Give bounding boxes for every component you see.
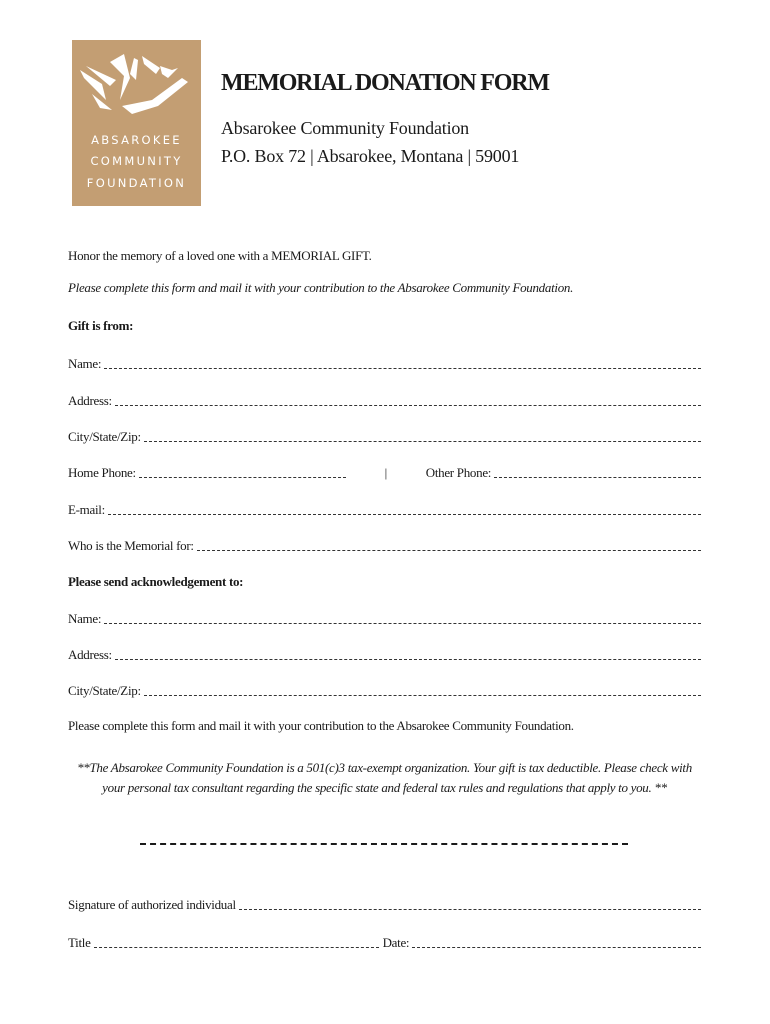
ack-address-label: Address: bbox=[68, 647, 112, 662]
donor-city-field[interactable] bbox=[68, 429, 701, 445]
signature-line[interactable] bbox=[239, 909, 701, 910]
signature-field[interactable] bbox=[68, 897, 701, 913]
memorial-for-label: Who is the Memorial for: bbox=[68, 538, 194, 553]
ack-address-line[interactable] bbox=[115, 659, 701, 660]
ack-city-label: City/State/Zip: bbox=[68, 683, 141, 698]
donor-address-line[interactable] bbox=[115, 405, 701, 406]
donor-address-field[interactable] bbox=[68, 393, 701, 409]
donor-address-label: Address: bbox=[68, 393, 112, 408]
donor-email-label: E-mail: bbox=[68, 502, 105, 517]
ack-name-label: Name: bbox=[68, 611, 102, 626]
donor-name-line[interactable] bbox=[104, 368, 701, 369]
donor-name-label: Name: bbox=[68, 356, 102, 371]
home-phone-line[interactable] bbox=[139, 477, 346, 478]
ack-address-field[interactable] bbox=[68, 647, 701, 663]
date-line[interactable] bbox=[412, 947, 701, 948]
ack-name-line[interactable] bbox=[104, 623, 701, 624]
ack-city-field[interactable] bbox=[68, 683, 701, 699]
title-date-row bbox=[68, 935, 701, 951]
closing-instruction: Please complete this form and mail it with your contribution to the Absarokee Community Foundation. bbox=[68, 718, 574, 733]
title-line[interactable] bbox=[94, 947, 379, 948]
org-address: P.O. Box 72 | Absarokee, Montana | 59001 bbox=[221, 146, 520, 166]
donor-email-line[interactable] bbox=[108, 514, 701, 515]
donor-phone-row bbox=[68, 465, 701, 481]
donor-city-line[interactable] bbox=[144, 441, 701, 442]
org-name: Absarokee Community Foundation bbox=[221, 118, 469, 138]
title-label: Title bbox=[68, 935, 91, 950]
form-title: MEMORIAL DONATION FORM bbox=[221, 70, 549, 96]
foundation-logo bbox=[72, 40, 201, 206]
gift-from-heading: Gift is from: bbox=[68, 318, 134, 333]
donor-name-field[interactable] bbox=[68, 356, 701, 372]
donor-email-field[interactable] bbox=[68, 502, 701, 518]
ack-heading: Please send acknowledgement to: bbox=[68, 574, 244, 589]
tax-note: **The Absarokee Community Foundation is a 501(c)3 tax-exempt organization. Your gift is tax deductible. Please check with your personal tax consultant regarding the specific state and federal tax rules and regulations that apply to you. ** bbox=[77, 760, 692, 795]
logo-text-line2: COMMUNITY bbox=[90, 154, 183, 168]
phone-separator: | bbox=[384, 465, 387, 480]
ack-name-field[interactable] bbox=[68, 611, 701, 627]
other-phone-line[interactable] bbox=[494, 477, 701, 478]
date-label: Date: bbox=[382, 935, 410, 950]
donor-city-label: City/State/Zip: bbox=[68, 429, 141, 444]
intro-line: Honor the memory of a loved one with a MEMORIAL GIFT. bbox=[68, 248, 372, 263]
ack-city-line[interactable] bbox=[144, 695, 701, 696]
memorial-for-field[interactable] bbox=[68, 538, 701, 554]
signature-label: Signature of authorized individual bbox=[68, 897, 236, 912]
other-phone-label: Other Phone: bbox=[425, 465, 492, 480]
logo-text-line3: FOUNDATION bbox=[86, 176, 187, 190]
divider-rule bbox=[140, 843, 628, 845]
intro-instruction: Please complete this form and mail it with your contribution to the Absarokee Community Foundation. bbox=[68, 280, 574, 295]
memorial-for-line[interactable] bbox=[197, 550, 701, 551]
home-phone-label: Home Phone: bbox=[68, 465, 136, 480]
logo-text-line1: ABSAROKEE bbox=[91, 133, 182, 147]
